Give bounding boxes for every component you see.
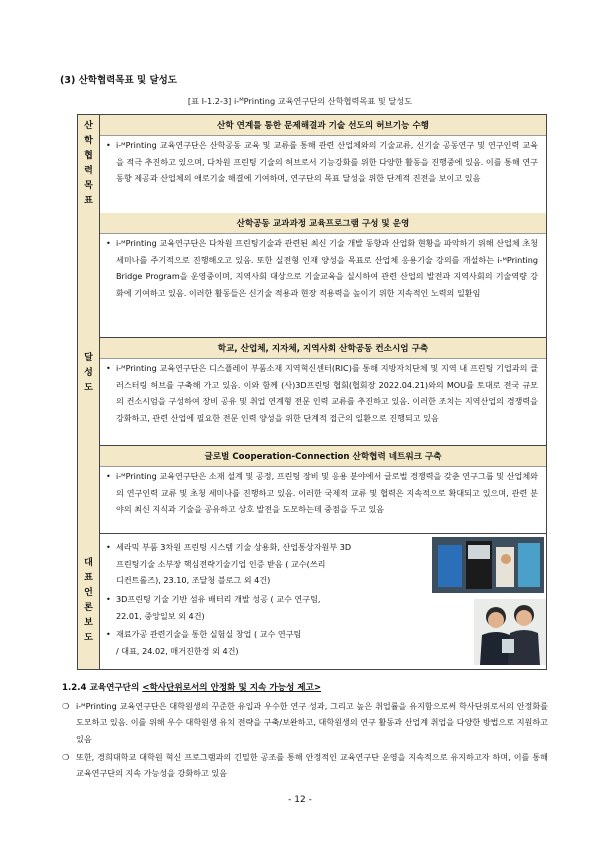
press-item-3-line-2: / 대표, 24.02, 매거진한경 외 4건) [116, 645, 239, 656]
subsection-heading: <학사단위로서의 안정화 및 지속 가능성 제고> [142, 683, 322, 693]
achievement-header-2: 학교, 산업체, 지자체, 지역사회 산학공동 컨소시엄 구축 [100, 338, 546, 359]
press-item-3-line-1: 재료가공 관련기술을 통한 실험실 창업 ( 교수 연구팀 [116, 629, 302, 639]
achievement-content [100, 213, 546, 533]
achievement-text-1: i-ᴹPrinting 교육연구단은 다차원 프린팅기술과 관련된 최신 기술 개발 동향과 산업화 현황을 파악하기 위해 산업체 초청 세미나를 주기적으로 진행해오고 있음. 또한 실전형 인재 양성을 목표로 산업체 응용기술 강의를 개설하는 i-ᴹPrinting Bridge Program을 운영중이며, 지역사회 대상으로 기술교육을 실시하여 관련 산업의 발전과 지역사회의 기술역량 강화에 기여하고 있음. 이러한 활동들은 신기술 적용과 현장 적용력을 높이기 위한 지속적인 노력의 일환임 [116, 238, 538, 298]
achievement-header-3: 글로벌 Cooperation-Connection 산학협력 네트워크 구축 [100, 446, 546, 467]
goal-label-cell [78, 115, 100, 213]
achievement-text-2: i-ᴹPrinting 교육연구단은 디스플레이 부품소재 지역혁신센터(RIC)를 통해 지방자치단체 및 지역 내 프린팅 기업과의 클러스터링 허브를 구축해 가고 있음. 이와 함께 (사)3D프린팅 협회(협회장 2022.04.21)와의 MOU를 토대로 전국 규모의 컨소시엄을 구성하여 장비 공유 및 취업 연계형 전문 인력 교류를 추진하고 있음. 이러한 조치는 지역산업의 경쟁력을 강화하고, 관련 산업에 필요한 전문 인력 양성을 위한 단계적 접근의 일환으로 진행되고 있음 [116, 363, 538, 423]
bullet-dot: • [106, 363, 111, 373]
certificate-photo-icon [432, 537, 544, 593]
press-item-1-line-1: 세라믹 부품 3차원 프린팅 시스템 기술 상용화, 산업통상자원부 3D [116, 542, 352, 552]
table-caption: [표 Ⅰ-1.2-3] i-ᴹPrinting 교육연구단의 산학협력목표 및 달성도 [187, 96, 413, 106]
press-label: 대표언론보도 [84, 558, 93, 643]
achievement-label-cell [78, 213, 100, 533]
press-label-cell [78, 533, 100, 669]
paragraph-1-text: i-ᴹPrinting 교육연구단은 대학원생의 꾸준한 유입과 우수한 연구 성과, 그리고 높은 취업률을 유지함으로써 학사단위로서의 안정화를 도모하고 있음. 이를 위해 우수 대학원생 유치 전략을 구축/보완하고, 대학원생의 연구 활동과 산업계 취업을 다양한 방법으로 지원하고 있음 [76, 701, 548, 744]
achievement-label: 달성도 [84, 352, 93, 393]
paragraph-1 [62, 698, 548, 748]
goal-header: 산학 연계를 통한 문제해결과 기술 선도의 허브기능 수행 [100, 115, 546, 136]
section-title: (3) 산학협력목표 및 달성도 [60, 75, 177, 86]
goal-content [100, 115, 546, 213]
press-item-2-line-1: 3D프린팅 기술 기반 섬유 배터리 개발 성공 ( 교수 연구팀, [116, 594, 321, 604]
bullet-dot: • [106, 471, 111, 481]
paragraph-2 [62, 749, 548, 783]
subsection-number: 1.2.4 교육연구단의 [62, 683, 143, 693]
achievement-header-1: 산학공동 교과과정 교육프로그램 구성 및 운영 [100, 213, 546, 234]
achievement-text-3: i-ᴹPrinting 교육연구단은 소재 설계 및 공정, 프린팅 장비 및 응용 분야에서 글로벌 경쟁력을 갖춘 연구그룹 및 산업체와의 연구인력 교류 및 초청 세미나를 진행하고 있음. 이러한 국제적 교류 및 협력은 지속적으로 확대되고 있으며, 관련 분야의 최신 지식과 기술을 공유하고 상호 발전을 도모하는데 중점을 두고 있음 [116, 471, 538, 515]
bullet-dot: • [106, 238, 111, 248]
paragraph-marker: ❍ [62, 701, 70, 711]
researchers-photo-icon [474, 599, 546, 665]
subsection-title [62, 681, 321, 693]
press-item-2-line-2: 22.01, 중앙일보 외 4건) [116, 610, 205, 621]
press-item-1-line-2: 프린팅기술 소부장 핵심전략기술기업 인증 받음 ( 교수(쓰리 [116, 558, 326, 569]
page-number: - 12 - [288, 795, 312, 805]
paragraph-2-text: 또한, 경희대학교 대학원 혁신 프로그램과의 긴밀한 공조를 통해 안정적인 교육연구단 운영을 지속적으로 유지하고자 하며, 이를 통해 교육연구단의 지속 가능성을 강화하고 있음 [76, 752, 548, 779]
bullet-dot: • [106, 140, 111, 150]
press-item-1-line-3: 디컨트롤즈), 23.10, 조달청 블로그 외 4건) [116, 575, 271, 586]
paragraph-marker: ❍ [62, 752, 70, 762]
goal-text: i-ᴹPrinting 교육연구단은 산학공동 교육 및 교류를 통해 관련 산업체와의 기술교류, 신기술 공동연구 및 연구인력 교육을 적극 추진하고 있으며, 다차원 프린팅 기술의 허브로서 기능강화를 위한 다양한 활동을 진행중에 있음. 이를 통해 연구 동향 제공과 산업체의 애로기술 해결에 기여하며, 연구단의 목표 달성을 위한 단계적 진전을 보이고 있음 [116, 140, 538, 184]
goal-achievement-table [77, 114, 547, 670]
press-content: • 세라믹 부품 3차원 프린팅 시스템 기술 상용화, 산업통상자원부 3D 프린팅기술 소부장 핵심전략기술기업 인증 받음 ( 교수(쓰리 디컨트롤즈), 23.10, 조달청 블로그 외 4건) • 3D프린팅 기술 기반 섬유 배터리 개발 성공 ( 교수 연구팀, 22.01, 중앙일보 외 4건) • 재료가공 관련기술을 통한 실험실 창업 ( 교수 연구팀 / 대표, 24.02, 매거진한경 외 4건) [100, 533, 546, 669]
goal-label: 산학협력목표 [84, 121, 93, 206]
